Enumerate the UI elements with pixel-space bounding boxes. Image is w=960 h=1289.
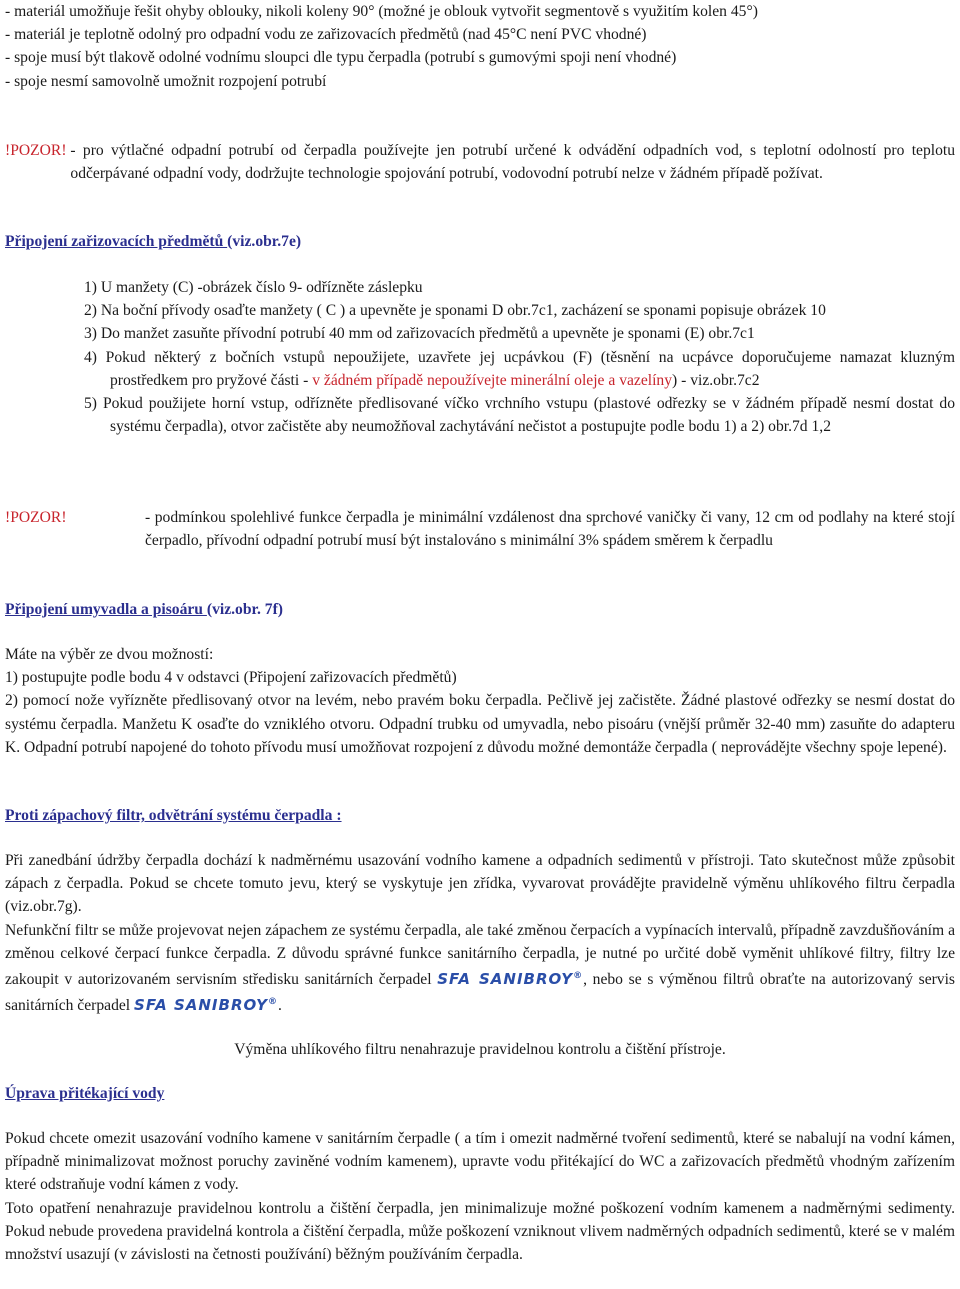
paragraph: 1) postupujte podle bodu 4 v odstavci (Připojení zařizovacích předmětů) xyxy=(5,669,457,687)
intro-list xyxy=(5,0,955,93)
brand-name: SFA SANIBROY xyxy=(437,970,574,989)
filter-text xyxy=(5,849,955,1017)
paragraph-text: , nebo se s výměnou filtrů obraťte na autorizovaný servis sanitárních čerpadel xyxy=(5,971,956,1015)
section-heading-fixtures xyxy=(5,230,955,253)
figure-reference: (viz.obr. 7f) xyxy=(206,601,283,618)
warning-label: !POZOR! xyxy=(5,509,67,526)
intro-line: - materiál umožňuje řešit ohyby oblouky, nikoli koleny 90° (možné je oblouk vytvořit segmentově s využitím kolen 45°) xyxy=(5,3,758,20)
section-title: Úprava přitékající vody xyxy=(5,1085,165,1102)
list-item xyxy=(84,346,955,392)
brand-logo xyxy=(437,970,583,988)
list-item: 2) Na boční přívody osaďte manžety ( C ) a upevněte je sponami D obr.7c1, zacházení se sponami popisuje obrázek 10 xyxy=(84,302,826,320)
paragraph: 2) pomocí nože vyřízněte předlisovaný otvor na levém, nebo pravém boku čerpadla. Pečlivě jej začistěte. Žádné plastové odřezky se nesmí dostat do systému čerpadla. Manžetu K osaďte do vzniklého otvoru. Odpadní trubku od umyvadla, nebo pisoáru (vnější průměr 32-40 mm) zasuňte do adapteru K. Odpadní potrubí napojené do tohoto přívodu musí umožňovat rozpojení z důvodu možné demontáže čerpadla ( neprovádějte všechny spoje lepené). xyxy=(5,692,955,756)
paragraph: Při zanedbání údržby čerpadla dochází k nadměrnému usazování vodního kamene a odpadních sedimentů v přístroji. Tato skutečnost může způsobit zápach z čerpadla. Pokud se chcete tomuto jevu, který se vyskytuje jen zřídka, vyvarovat provádějte pravidelně výměnu uhlíkového filtru čerpadla (viz.obr.7g). xyxy=(5,852,955,916)
washbasin-text xyxy=(5,643,955,759)
list-item-text: 4) Pokud některý z bočních vstupů nepoužijete, uzavřete jej ucpávkou (F) (těsnění na ucpávce doporučujeme namazat kluzným prostředkem pro pryžové části - xyxy=(84,348,955,389)
list-item-text: ) - viz.obr.7c2 xyxy=(672,371,760,389)
warning-block-2 xyxy=(5,506,955,552)
section-title: Připojení umyvadla a pisoáru xyxy=(5,601,207,618)
section-title: Proti zápachový filtr, odvětrání systému čerpadla : xyxy=(5,807,342,824)
brand-name: SFA SANIBROY xyxy=(134,996,269,1015)
warning-label: !POZOR! xyxy=(5,142,67,159)
intro-line: - materiál je teplotně odolný pro odpadní vodu ze zařizovacích předmětů (nad 45°C není PVC vhodné) xyxy=(5,26,647,44)
warning-block-1 xyxy=(5,139,955,185)
paragraph-text: . xyxy=(278,997,282,1015)
water-text xyxy=(5,1127,955,1266)
warning-text: - pro výtlačné odpadní potrubí od čerpadla používejte jen potrubí určené k odvádění odpadních vod, s teplotní odolností pro teplotu odčerpávané odpadní vody, dodržujte technologie spojování potrubí, vodovodní potrubí nelze v žádném případě požívat. xyxy=(70,142,955,183)
note-text: Výměna uhlíkového filtru nenahrazuje pravidelnou kontrolu a čištění přístroje. xyxy=(234,1041,726,1058)
list-item: 5) Pokud použijete horní vstup, odřízněte předlisované víčko vrchního vstupu (plastové odřezky se v žádném případě nesmí dostat do systému čerpadla), otvor začistěte aby neumožňoval zachytávání nečistot a postupujte podle bodu 1) a 2) obr.7d 1,2 xyxy=(84,395,955,436)
warning-text: - podmínkou spolehlivé funkce čerpadla je minimální vzdálenost dna sprchové vaničky či vany, 12 cm od podlahy na které stojí čerpadlo, přívodní odpadní potrubí musí být instalováno s minimální 3% spádem směrem k čerpadlu xyxy=(145,509,955,550)
filter-note xyxy=(5,1038,955,1061)
intro-line: - spoje nesmí samovolně umožnit rozpojení potrubí xyxy=(5,72,327,90)
list-item: 3) Do manžet zasuňte přívodní potrubí 40 mm od zařizovacích předmětů a upevněte je sponami (E) obr.7c1 xyxy=(84,325,755,343)
paragraph: Toto opatření nenahrazuje pravidelnou kontrolu a čištění čerpadla, jen minimalizuje možné poškození vodním kamenem a nadměrnými sedimenty. Pokud nebude provedena pravidelná kontrola a čištění čerpadla, může poškození vzniknout vlivem nadměrných odpadních sedimentů, které se v malém množství usazují (v závislosti na četnosti používání) běžným používáním čerpadla. xyxy=(5,1199,955,1264)
paragraph-text: Nefunkční filtr se může projevovat nejen zápachem ze systému čerpadla, ale také změnou čerpacích a vypínacích intervalů, případně zavzdušňováním a změnou celkové čerpací funkce čerpadla. Z důvodu správné funkce sanitárního čerpadla, je nutné po určité době vyměnit uhlíkové filtry, filtry lze zakoupit v autorizovaném servisním středisku sanitárních čerpadel xyxy=(5,921,955,989)
warning-inline: v žádném případě nepoužívejte minerální oleje a vazelíny xyxy=(312,371,673,389)
section-title: Připojení zařizovacích předmětů xyxy=(5,233,228,250)
section-heading-filter xyxy=(5,804,955,827)
figure-reference: (viz.obr.7e) xyxy=(227,233,302,250)
paragraph: Pokud chcete omezit usazování vodního kamene v sanitárním čerpadle ( a tím i omezit nadměrné tvoření sedimentů, které se nabalují na vodní kámen, případně minimalizovat možnost poruchy zaviněné vodním kamenem), upravte vodu přitékající do WC a zařizovacích předmětů vhodným zařízením které odstraňuje vodní kámen z vody. xyxy=(5,1130,955,1194)
paragraph xyxy=(5,919,955,1018)
brand-logo xyxy=(134,996,278,1014)
intro-line: - spoje musí být tlakově odolné vodnímu sloupci dle typu čerpadla (potrubí s gumovými spoji není vhodné) xyxy=(5,49,677,67)
registered-mark: ® xyxy=(268,997,279,1008)
section-heading-water xyxy=(5,1082,955,1105)
registered-mark: ® xyxy=(573,971,584,982)
list-item: 1) U manžety (C) -obrázek číslo 9- odřízněte záslepku xyxy=(84,279,423,296)
paragraph: Máte na výběr ze dvou možností: xyxy=(5,646,214,663)
section-heading-washbasin xyxy=(5,598,955,621)
fixtures-steps-list xyxy=(84,276,955,438)
